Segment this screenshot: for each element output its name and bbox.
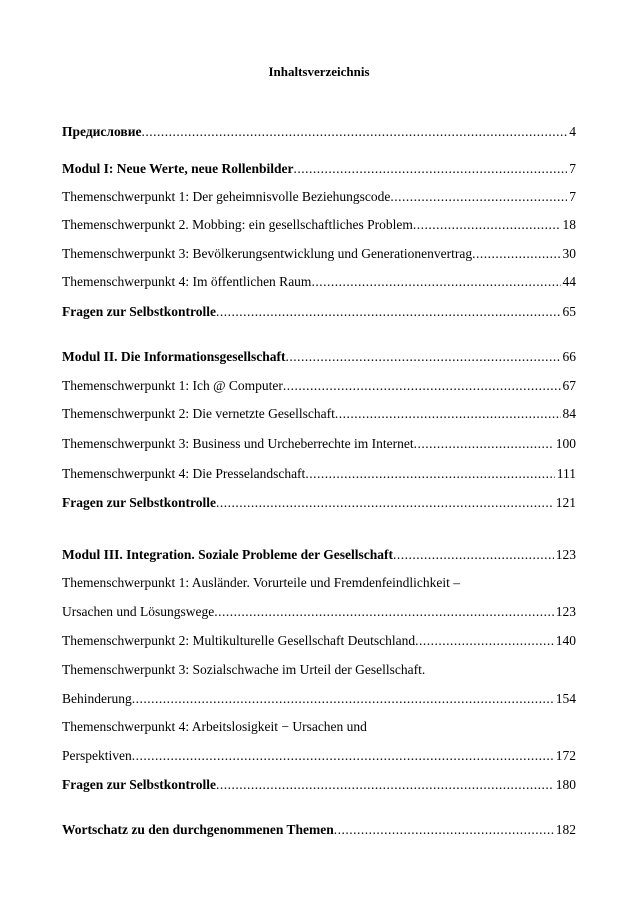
dot-leader [305,465,554,482]
toc-entry-self-check [62,494,576,511]
toc-entry-first-line: Themenschwerpunkt 3: Sozialschwache im Urteil der Gesellschaft. [62,662,426,677]
toc-entry-page: 154 [555,691,576,706]
toc-entry-label: Themenschwerpunkt 3: Bevölkerungsentwicklung und Generationenvertrag [62,246,473,261]
toc-entry-page: 100 [555,436,576,451]
toc-entry-page: 18 [562,217,576,232]
toc-entry-page: 7 [569,189,576,204]
toc-entry-page: 123 [555,604,576,619]
toc-entry-page: 84 [562,406,576,421]
dot-leader [216,776,554,793]
dot-leader [214,603,554,620]
toc-entry-page: 7 [569,161,576,176]
toc-entry-label: Ursachen und Lösungswege [62,604,215,619]
toc-entry-modul-2 [62,348,576,365]
dot-leader [283,377,561,394]
dot-leader [311,273,560,290]
toc-entry-page: 172 [555,748,576,763]
toc-entry [62,632,576,649]
toc-entry [62,273,576,290]
dot-leader [393,546,554,563]
toc-entry-label: Modul III. Integration. Soziale Probleme der Gesellschaft [62,547,393,562]
toc-entry-label: Themenschwerpunkt 4: Im öffentlichen Raum [62,274,312,289]
toc-entry-page: 44 [562,274,576,289]
toc-entry-modul-1 [62,160,576,177]
toc-entry-self-check [62,776,576,793]
toc-entry-label: Themenschwerpunkt 4: Die Presselandschaft [62,466,306,481]
dot-leader [335,405,561,422]
dot-leader [413,216,561,233]
toc-entry-label: Themenschwerpunkt 1: Der geheimnisvolle Beziehungscode [62,189,391,204]
toc-entry-page: 67 [562,378,576,393]
toc-entry-first-line: Themenschwerpunkt 1: Ausländer. Vorurteile und Fremdenfeindlichkeit – [62,575,461,590]
toc-entry [62,216,576,233]
toc-entry-label: Themenschwerpunkt 2: Die vernetzte Gesellschaft [62,406,335,421]
dot-leader [132,690,554,707]
toc-entry-page: 182 [555,822,576,837]
toc-entry-page: 65 [562,304,576,319]
toc-entry-page: 123 [555,547,576,562]
toc-entry [62,245,576,262]
toc-entry-page: 140 [555,633,576,648]
toc-entry-label: Modul I: Neue Werte, neue Rollenbilder [62,161,294,176]
dot-leader [141,123,567,140]
dot-leader [216,303,561,320]
toc-entry-label: Wortschatz zu den durchgenommenen Themen [62,822,334,837]
toc-entry [62,188,576,205]
toc-entry-label: Perspektiven [62,748,132,763]
dot-leader [334,821,554,838]
dot-leader [472,245,560,262]
toc-entry [62,690,576,707]
toc-entry-page: 30 [562,246,576,261]
toc-entry-label: Behinderung [62,691,132,706]
toc-entry [62,405,576,422]
toc-entry-label: Themenschwerpunkt 3: Business und Urcheberrechte im Internet [62,436,414,451]
toc-entry-label: Themenschwerpunkt 2. Mobbing: ein gesellschaftliches Problem [62,217,413,232]
dot-leader [415,632,554,649]
toc-entry-label: Fragen zur Selbstkontrolle [62,777,216,792]
toc-entry-label: Fragen zur Selbstkontrolle [62,304,216,319]
dot-leader [286,348,561,365]
toc-entry-preface [62,123,576,140]
toc-entry [62,747,576,764]
toc-entry-page: 66 [562,349,576,364]
toc-entry [62,435,576,452]
dot-leader [132,747,554,764]
toc-entry [62,465,576,482]
toc-entry-page: 4 [569,124,576,139]
toc-entry-vocabulary [62,821,576,838]
dot-leader [216,494,554,511]
toc-entry-label: Предисловие [62,124,142,139]
dot-leader [293,160,567,177]
toc-entry-first-line: Themenschwerpunkt 4: Arbeitslosigkeit − Ursachen und [62,719,367,734]
toc-entry-label: Modul II. Die Informationsgesellschaft [62,349,286,364]
dot-leader [390,188,567,205]
toc-entry [62,603,576,620]
toc-entry-label: Fragen zur Selbstkontrolle [62,495,216,510]
toc-entry-page: 121 [555,495,576,510]
toc-entry-page: 180 [555,777,576,792]
toc-entry-modul-3 [62,546,576,563]
toc-entry-label: Themenschwerpunkt 2: Multikulturelle Gesellschaft Deutschland [62,633,416,648]
page-title: Inhaltsverzeichnis [268,64,370,79]
toc-entry-page: 111 [556,466,576,481]
toc-entry-self-check [62,303,576,320]
toc-entry [62,377,576,394]
toc-entry-label: Themenschwerpunkt 1: Ich @ Computer [62,378,283,393]
dot-leader [414,435,554,452]
